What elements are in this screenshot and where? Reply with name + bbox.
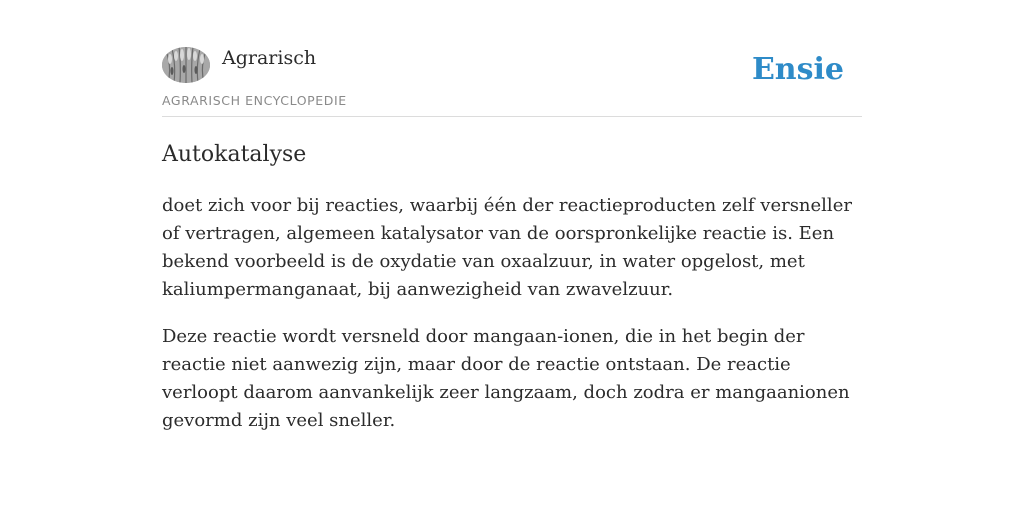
source-subtitle: AGRARISCH ENCYCLOPEDIE — [162, 93, 347, 108]
source-name[interactable]: Agrarisch — [222, 47, 317, 69]
article-body — [162, 192, 862, 454]
source-avatar[interactable] — [162, 47, 210, 83]
source-header — [162, 0, 862, 117]
article-paragraph-2: Deze reactie wordt versneld door mangaan-ionen, die in het begin der reactie niet aanwezig zijn, maar door de reactie ontstaan. De reactie verloopt daarom aanvankelijk zeer langzaam, doch zodra er mangaanionen gevormd zijn veel sneller. — [162, 326, 850, 431]
ensie-logo[interactable]: Ensie — [751, 52, 844, 87]
wheat-ears-icon — [162, 47, 210, 83]
article-paragraph-1: doet zich voor bij reacties, waarbij één der reactieproducten zelf versneller of vertragen, algemeen katalysator van de oorspronkelijke reactie is. Een bekend voorbeeld is de oxydatie van oxaalzuur, in water opgelost, met kaliumpermanganaat, bij aanwezigheid van zwavelzuur. — [162, 195, 852, 300]
page-title: Autokatalyse — [162, 142, 307, 167]
article-page — [162, 0, 862, 512]
